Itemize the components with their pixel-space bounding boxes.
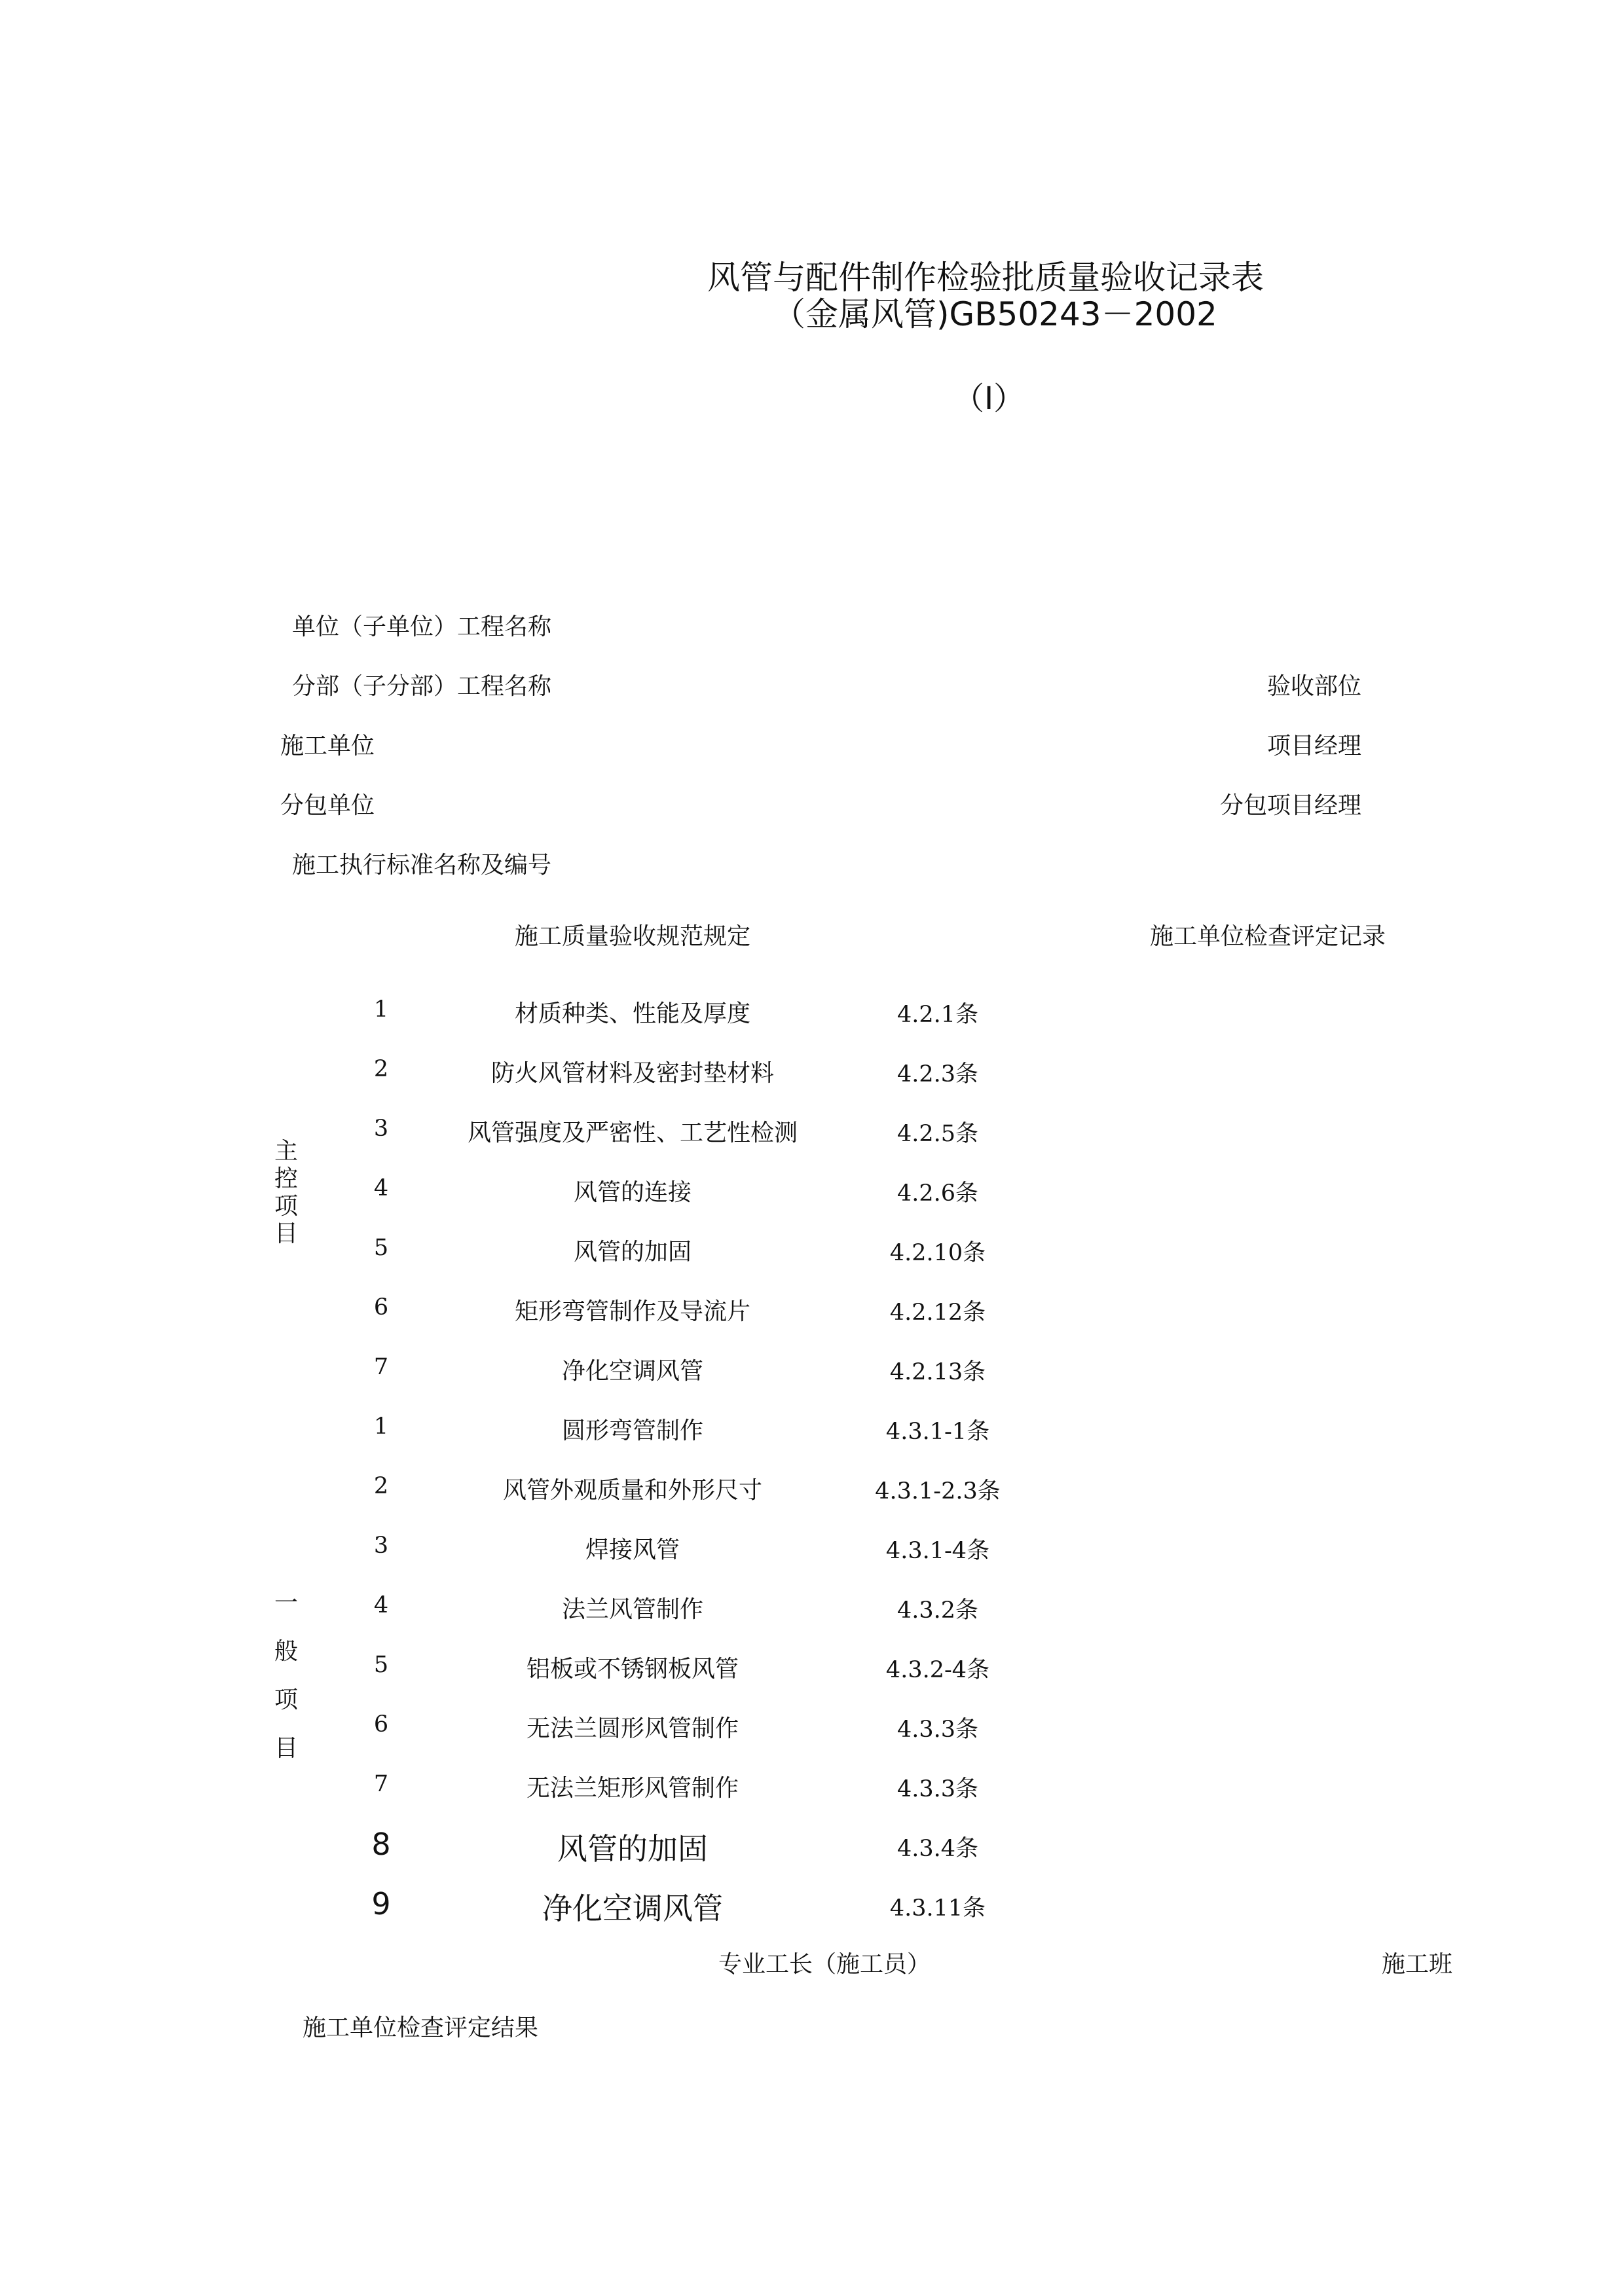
row-clause: 4.2.10条 — [889, 1240, 986, 1266]
row-item: 矩形弯管制作及导流片 — [514, 1298, 750, 1325]
row-clause: 4.2.5条 — [896, 1121, 979, 1147]
row-clause: 4.3.4条 — [896, 1836, 979, 1862]
row-item: 风管的加固 — [557, 1831, 708, 1867]
row-clause: 4.2.6条 — [896, 1180, 979, 1207]
row-clause: 4.3.3条 — [896, 1717, 979, 1743]
row-number: 6 — [373, 1294, 389, 1321]
row-clause: 4.2.1条 — [896, 1002, 979, 1028]
row-number: 9 — [371, 1886, 391, 1922]
row-clause: 4.3.1-4条 — [885, 1538, 990, 1564]
row-item: 防火风管材料及密封垫材料 — [490, 1060, 774, 1087]
unit-project-label: 单位（子单位）工程名称 — [292, 613, 552, 640]
row-item: 风管的加固 — [573, 1239, 692, 1266]
row-clause: 4.2.13条 — [889, 1359, 986, 1385]
row-item: 风管外观质量和外形尺寸 — [502, 1477, 762, 1504]
row-item: 风管的连接 — [573, 1179, 692, 1206]
main-items-label: 主 控 项 目 — [274, 1138, 298, 1247]
row-number: 1 — [373, 996, 389, 1023]
result-label: 施工单位检查评定结果 — [303, 2014, 539, 2041]
form-subtitle: （金属风管)GB50243－2002 — [773, 295, 1217, 333]
row-number: 6 — [373, 1711, 389, 1738]
row-item: 法兰风管制作 — [561, 1596, 703, 1623]
row-number: 1 — [373, 1413, 389, 1440]
row-number: 4 — [373, 1175, 389, 1201]
row-item: 焊接风管 — [585, 1537, 680, 1563]
project-manager-label: 项目经理 — [1267, 733, 1362, 759]
form-part-number: （Ⅰ） — [953, 380, 1025, 417]
general-items-label: 一 般 项 目 — [274, 1590, 298, 1762]
row-number: 7 — [373, 1771, 389, 1797]
row-number: 8 — [371, 1827, 391, 1862]
subcontract-manager-label: 分包项目经理 — [1220, 792, 1362, 819]
row-number: 3 — [373, 1116, 389, 1142]
row-item: 材质种类、性能及厚度 — [514, 1000, 750, 1027]
row-item: 铝板或不锈钢板风管 — [526, 1656, 739, 1683]
spec-header: 施工质量验收规范规定 — [515, 923, 751, 950]
row-number: 5 — [373, 1235, 389, 1261]
accept-part-label: 验收部位 — [1267, 673, 1362, 700]
row-item: 无法兰圆形风管制作 — [526, 1715, 739, 1742]
row-number: 3 — [373, 1533, 389, 1559]
row-clause: 4.3.1-2.3条 — [875, 1478, 1001, 1504]
row-item: 净化空调风管 — [561, 1358, 703, 1385]
row-item: 风管强度及严密性、工艺性检测 — [467, 1120, 798, 1146]
sub-project-label: 分部（子分部）工程名称 — [292, 673, 552, 700]
row-item: 圆形弯管制作 — [561, 1417, 703, 1444]
row-clause: 4.3.2条 — [896, 1597, 979, 1624]
row-clause: 4.3.2-4条 — [885, 1657, 990, 1683]
row-clause: 4.3.3条 — [896, 1776, 979, 1802]
standard-label: 施工执行标准名称及编号 — [292, 852, 552, 879]
form-title: 风管与配件制作检验批质量验收记录表 — [707, 259, 1264, 297]
row-clause: 4.3.1-1条 — [885, 1419, 990, 1445]
row-number: 7 — [373, 1354, 389, 1380]
row-number: 2 — [373, 1473, 389, 1499]
row-item: 净化空调风管 — [542, 1891, 723, 1926]
row-number: 5 — [373, 1652, 389, 1678]
row-clause: 4.2.12条 — [889, 1300, 986, 1326]
row-number: 2 — [373, 1056, 389, 1082]
team-label: 施工班 — [1382, 1951, 1453, 1978]
foreman-label: 专业工长（施工员） — [718, 1951, 931, 1978]
row-number: 4 — [373, 1592, 389, 1618]
construction-unit-label: 施工单位 — [280, 733, 375, 759]
row-clause: 4.3.11条 — [889, 1895, 986, 1922]
row-clause: 4.2.3条 — [896, 1061, 979, 1087]
subcontract-unit-label: 分包单位 — [280, 792, 375, 819]
record-header: 施工单位检查评定记录 — [1150, 923, 1386, 950]
row-item: 无法兰矩形风管制作 — [526, 1775, 739, 1802]
